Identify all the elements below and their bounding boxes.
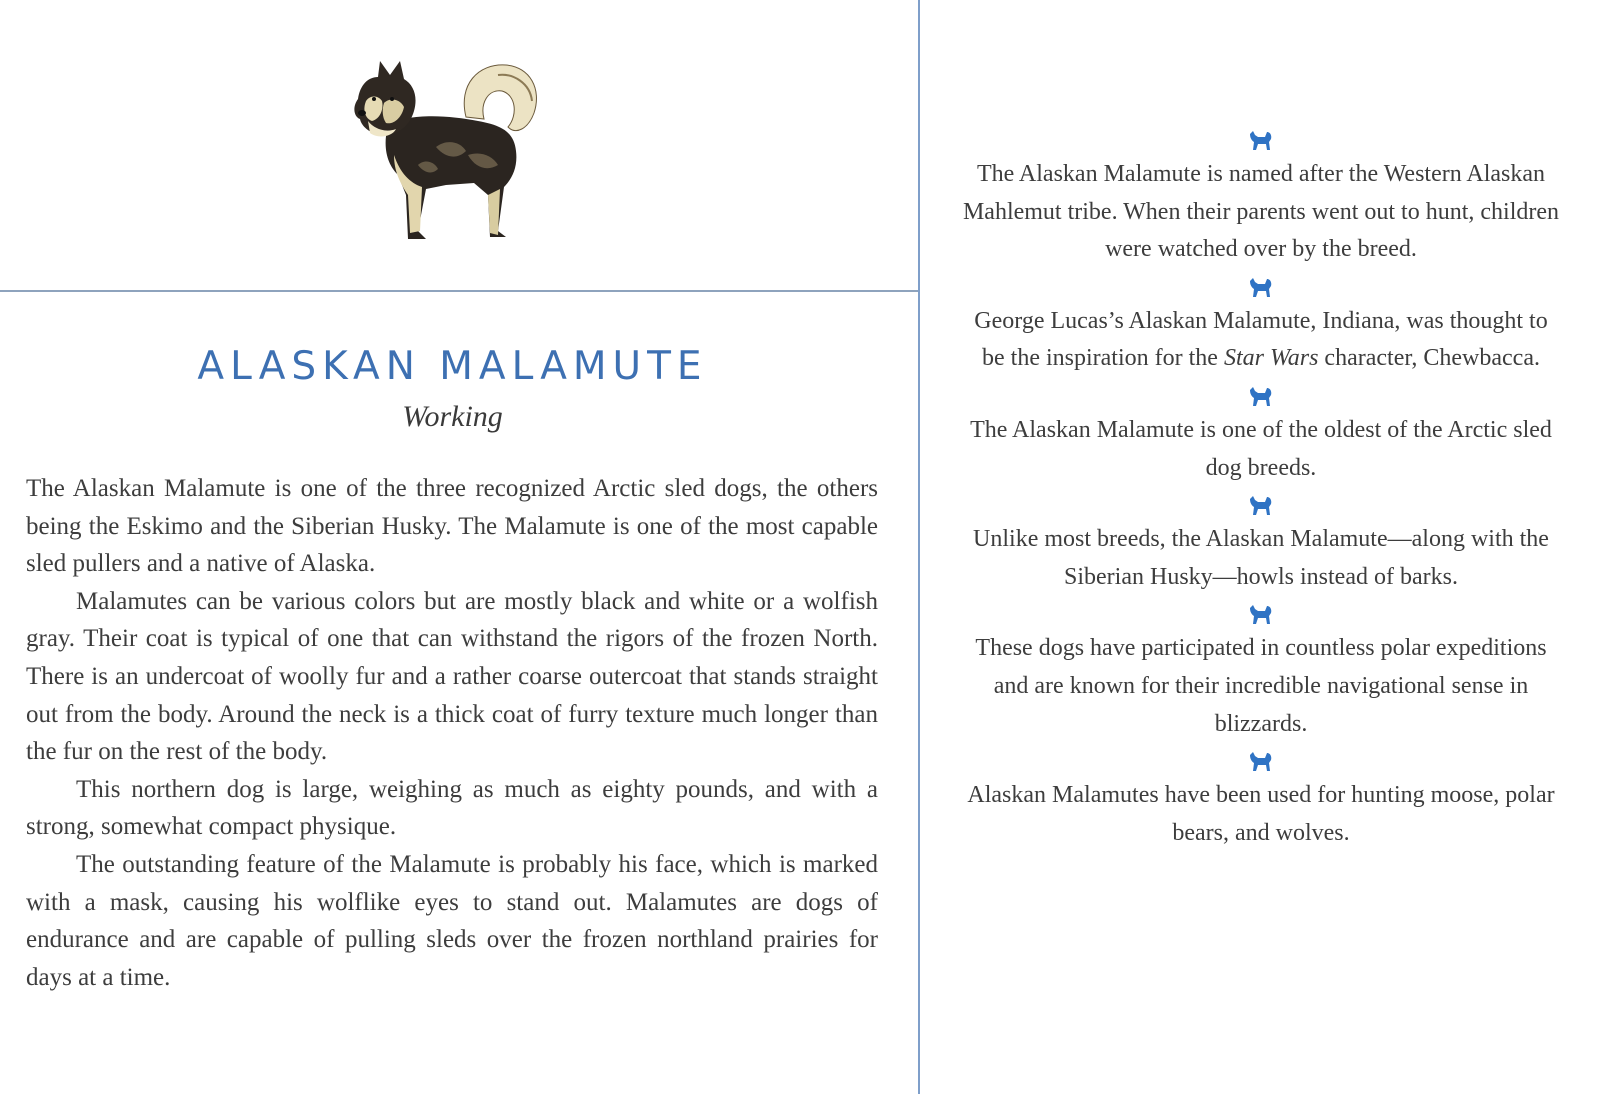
- illustration-panel: [0, 0, 919, 290]
- alaskan-malamute-illustration: [348, 55, 548, 245]
- dog-silhouette-icon: [1248, 749, 1274, 775]
- fact-text: [961, 303, 1561, 378]
- fact-text: The Alaskan Malamute is named after the Western Alaskan Mahlemut tribe. When their parents went out to hunt, children were watched over by the breed.: [962, 161, 1560, 263]
- fact-item: [961, 602, 1561, 743]
- fact-item: [961, 493, 1561, 596]
- breed-group-label: Working: [402, 400, 503, 433]
- fact-item: [961, 749, 1561, 852]
- film-title: Star Wars: [1223, 345, 1319, 372]
- dog-silhouette-icon: [1248, 128, 1274, 154]
- description-paragraph: The outstanding feature of the Malamute is probably his face, which is marked with a mask, causing his wolflike eyes to stand out. Malamutes are dogs of endurance and are capable of pulling sleds over the frozen northland prairies for days at a time.: [26, 850, 878, 991]
- description-paragraph: The Alaskan Malamute is one of the three recognized Arctic sled dogs, the others being the Eskimo and the Siberian Husky. The Malamute is one of the most capable sled pullers and a native of Alaska.: [26, 475, 878, 578]
- right-page: [921, 0, 1600, 1094]
- breed-description: [26, 470, 878, 996]
- fact-item: [961, 275, 1561, 378]
- dog-silhouette-icon: [1248, 602, 1274, 628]
- fact-text-part: character, Chewbacca.: [1318, 345, 1540, 372]
- dog-silhouette-icon: [1248, 384, 1274, 410]
- horizontal-divider: [0, 290, 919, 292]
- breed-title: ALASKAN MALAMUTE: [197, 344, 708, 389]
- fact-text: These dogs have participated in countless polar expeditions and are known for their incredible navigational sense in blizzards.: [975, 635, 1547, 737]
- fact-text: Unlike most breeds, the Alaskan Malamute—along with the Siberian Husky—howls instead of barks.: [973, 526, 1549, 590]
- fact-item: [961, 128, 1561, 269]
- fact-text: The Alaskan Malamute is one of the oldest of the Arctic sled dog breeds.: [970, 416, 1552, 481]
- dog-silhouette-icon: [1248, 493, 1274, 519]
- description-paragraph: Malamutes can be various colors but are mostly black and white or a wolfish gray. Their coat is typical of one that can withstand the rigors of the frozen North. There is an undercoat of woolly fur and a rather coarse outercoat that stands straight out from the body. Around the neck is a thick coat of furry texture much longer than the fur on the rest of the body.: [26, 587, 878, 766]
- fact-text: Alaskan Malamutes have been used for hunting moose, polar bears, and wolves.: [967, 782, 1555, 846]
- page-gutter-divider: [918, 0, 920, 1094]
- fact-item: [961, 384, 1561, 487]
- description-paragraph: This northern dog is large, weighing as much as eighty pounds, and with a strong, somewhat compact physique.: [26, 775, 878, 841]
- fact-text-part: George Lucas’s Alaskan Malamute, Indiana, was thought to be the inspiration for the: [974, 307, 1548, 372]
- fun-facts-list: [961, 128, 1561, 858]
- dog-silhouette-icon: [1248, 275, 1274, 301]
